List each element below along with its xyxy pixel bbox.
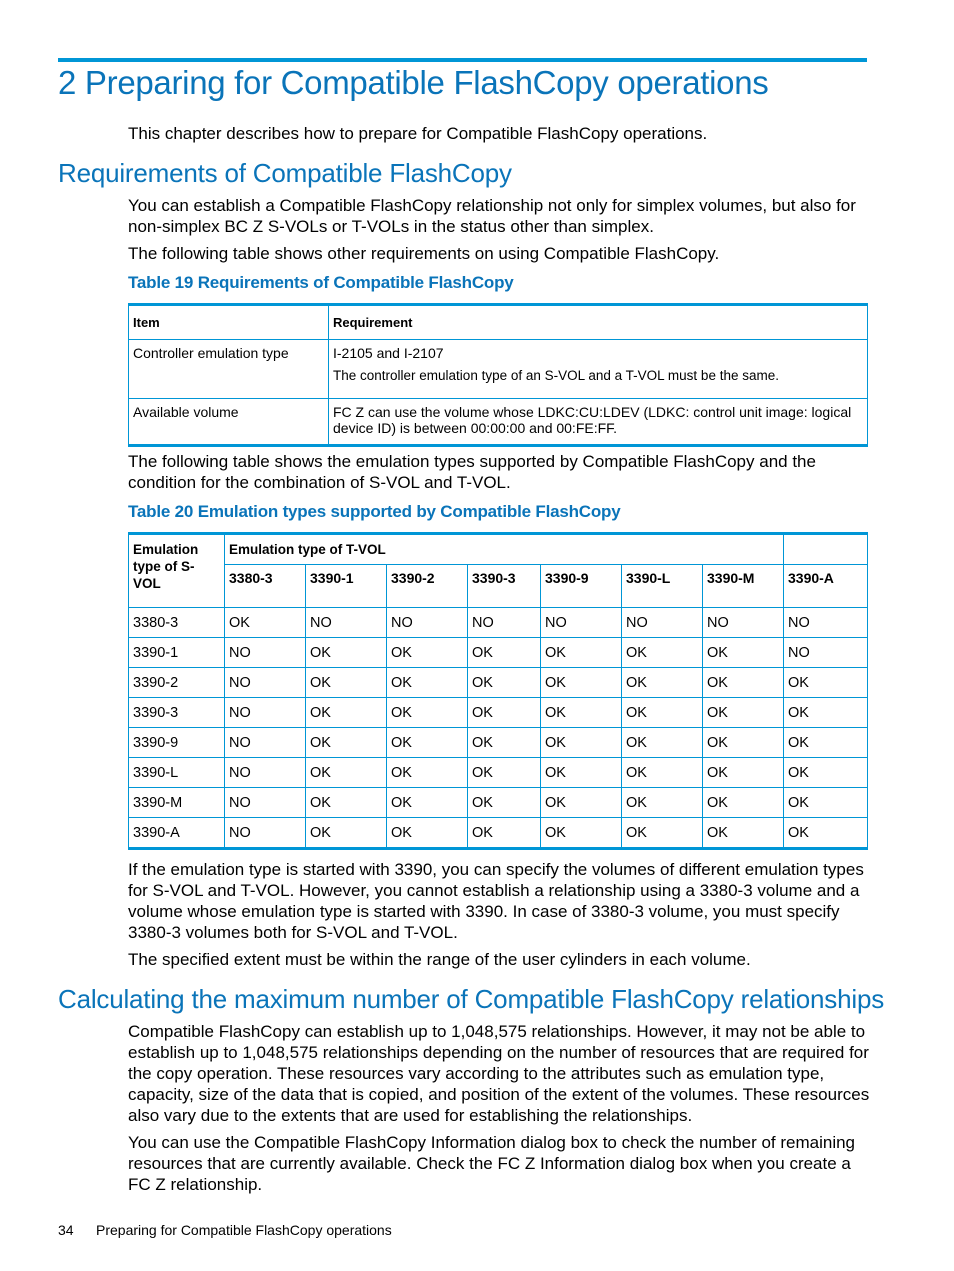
column-header-item: Item [129, 305, 329, 340]
compatibility-cell: OK [703, 758, 784, 788]
compatibility-cell: OK [387, 638, 468, 668]
compatibility-cell: OK [784, 728, 868, 758]
compatibility-cell: OK [784, 668, 868, 698]
footer-title: Preparing for Compatible FlashCopy operations [96, 1222, 392, 1238]
requirements-paragraph-2: The following table shows other requirements on using Compatible FlashCopy. [128, 244, 720, 263]
table-row [129, 340, 868, 399]
table-row [129, 758, 868, 788]
compatibility-cell: OK [468, 788, 541, 818]
compatibility-cell: OK [306, 788, 387, 818]
table-row [129, 668, 868, 698]
compatibility-cell: OK [306, 728, 387, 758]
tvol-emulation-header: Emulation type of T-VOL [225, 534, 784, 565]
compatibility-cell: OK [703, 698, 784, 728]
emulation-note-paragraph: If the emulation type is started with 3390, you can specify the volumes of different emulation types for S-VOL and T-VOL. However, you cannot establish a relationship using a 3380-3 volume and a volume whose emulation type is started with 3390. In case of 3380-3 volume, you must specify 3380-3 volumes both for S-VOL and T-VOL. [128, 860, 864, 942]
compatibility-cell: OK [622, 728, 703, 758]
compatibility-cell: OK [387, 818, 468, 849]
column-header: 3390-3 [468, 565, 541, 608]
compatibility-cell: OK [622, 668, 703, 698]
table-row [129, 728, 868, 758]
compatibility-cell: OK [468, 818, 541, 849]
compatibility-cell: OK [784, 698, 868, 728]
column-header: 3390-1 [306, 565, 387, 608]
compatibility-cell: OK [622, 758, 703, 788]
table-row [129, 638, 868, 668]
section-heading-calculating: Calculating the maximum number of Compatible FlashCopy relationships [58, 984, 885, 1014]
compatibility-cell: OK [541, 638, 622, 668]
page-number: 34 [58, 1222, 74, 1238]
svol-type-cell: 3390-M [129, 788, 225, 818]
compatibility-cell: OK [541, 788, 622, 818]
column-header: 3390-9 [541, 565, 622, 608]
compatibility-cell: NO [784, 608, 868, 638]
compatibility-cell: OK [387, 698, 468, 728]
intro-paragraph: This chapter describes how to prepare for Compatible FlashCopy operations. [128, 124, 708, 143]
compatibility-cell: OK [387, 788, 468, 818]
compatibility-cell: OK [622, 638, 703, 668]
svol-type-cell: 3390-2 [129, 668, 225, 698]
column-header: 3390-2 [387, 565, 468, 608]
column-header: 3390-M [703, 565, 784, 608]
requirements-table [128, 303, 868, 447]
svol-type-cell: 3390-9 [129, 728, 225, 758]
column-header: 3390-A [784, 565, 868, 608]
table-row [129, 399, 868, 446]
requirement-cell [329, 340, 868, 399]
compatibility-cell: OK [622, 818, 703, 849]
compatibility-cell: OK [784, 818, 868, 849]
table-row [129, 788, 868, 818]
top-rule [58, 58, 867, 62]
compatibility-cell: NO [703, 608, 784, 638]
compatibility-cell: NO [784, 638, 868, 668]
requirement-line: I-2105 and I-2107 [333, 345, 444, 361]
svol-type-cell: 3390-L [129, 758, 225, 788]
column-header: 3390-L [622, 565, 703, 608]
compatibility-cell: OK [622, 698, 703, 728]
compatibility-cell: OK [541, 758, 622, 788]
compatibility-cell: OK [468, 668, 541, 698]
chapter-title: 2 Preparing for Compatible FlashCopy operations [58, 64, 769, 101]
requirements-paragraph-1: You can establish a Compatible FlashCopy relationship not only for simplex volumes, but also for non-simplex BC Z S-VOLs or T-VOLs in the status other than simplex. [128, 196, 856, 236]
column-header: 3380-3 [225, 565, 306, 608]
extent-paragraph: The specified extent must be within the range of the user cylinders in each volume. [128, 950, 751, 969]
emulation-intro-paragraph: The following table shows the emulation types supported by Compatible FlashCopy and the condition for the combination of S-VOL and T-VOL. [128, 452, 816, 492]
compatibility-cell: NO [225, 728, 306, 758]
compatibility-cell: NO [225, 638, 306, 668]
compatibility-cell: OK [468, 758, 541, 788]
compatibility-cell: OK [703, 728, 784, 758]
table-row [129, 698, 868, 728]
compatibility-cell: OK [468, 698, 541, 728]
requirement-cell: FC Z can use the volume whose LDKC:CU:LDEV (LDKC: control unit image: logical device ID) is between 00:00:00 and 00:FE:FF. [329, 399, 868, 446]
compatibility-cell: NO [622, 608, 703, 638]
compatibility-cell: OK [784, 788, 868, 818]
page-footer [58, 1222, 392, 1238]
compatibility-cell: OK [306, 698, 387, 728]
compatibility-cell: NO [225, 758, 306, 788]
table-subheader-row [129, 565, 868, 608]
compatibility-cell: OK [387, 668, 468, 698]
compatibility-cell: OK [541, 728, 622, 758]
column-header-requirement: Requirement [329, 305, 868, 340]
compatibility-cell: OK [306, 668, 387, 698]
svol-type-cell: 3390-3 [129, 698, 225, 728]
section-heading-requirements: Requirements of Compatible FlashCopy [58, 158, 512, 188]
table-row [129, 608, 868, 638]
compatibility-cell: OK [784, 758, 868, 788]
compatibility-cell: NO [225, 698, 306, 728]
requirement-note: The controller emulation type of an S-VOL and a T-VOL must be the same. [333, 368, 779, 383]
compatibility-cell: OK [225, 608, 306, 638]
compatibility-cell: OK [703, 788, 784, 818]
compatibility-cell: OK [387, 758, 468, 788]
compatibility-cell: NO [306, 608, 387, 638]
compatibility-cell: NO [468, 608, 541, 638]
compatibility-cell: OK [387, 728, 468, 758]
item-cell: Available volume [129, 399, 329, 446]
header-spacer-cell [784, 534, 868, 565]
compatibility-cell: OK [703, 638, 784, 668]
compatibility-cell: OK [306, 638, 387, 668]
table-row [129, 818, 868, 849]
compatibility-cell: OK [306, 818, 387, 849]
compatibility-cell: NO [387, 608, 468, 638]
compatibility-cell: NO [541, 608, 622, 638]
compatibility-cell: NO [225, 788, 306, 818]
table-header-row [129, 534, 868, 565]
compatibility-cell: OK [541, 668, 622, 698]
table19-caption: Table 19 Requirements of Compatible FlashCopy [128, 273, 514, 292]
calculating-paragraph-1: Compatible FlashCopy can establish up to 1,048,575 relationships. However, it may not be able to establish up to 1,048,575 relationships depending on the number of resources that are required for the copy operation. These resources vary according to the attributes such as emulation type, capacity, size of the data that is copied, and position of the extent of the volumes. These resources also vary due to the extents that are used for establishing the relationships. [128, 1022, 870, 1125]
svol-emulation-header: Emulation type of S-VOL [129, 534, 225, 608]
compatibility-cell: OK [541, 818, 622, 849]
compatibility-cell: OK [306, 758, 387, 788]
item-cell: Controller emulation type [129, 340, 329, 399]
table-header-row [129, 305, 868, 340]
compatibility-cell: OK [703, 668, 784, 698]
svol-type-cell: 3380-3 [129, 608, 225, 638]
compatibility-cell: NO [225, 818, 306, 849]
compatibility-cell: OK [622, 788, 703, 818]
table20-caption: Table 20 Emulation types supported by Compatible FlashCopy [128, 502, 621, 521]
compatibility-cell: OK [703, 818, 784, 849]
compatibility-cell: NO [225, 668, 306, 698]
svol-type-cell: 3390-A [129, 818, 225, 849]
emulation-types-table [128, 532, 868, 850]
compatibility-cell: OK [468, 638, 541, 668]
svol-type-cell: 3390-1 [129, 638, 225, 668]
emulation-table-body [129, 608, 868, 849]
calculating-paragraph-2: You can use the Compatible FlashCopy Information dialog box to check the number of remaining resources that are currently available. Check the FC Z Information dialog box when you create a FC Z relationship. [128, 1133, 856, 1194]
compatibility-cell: OK [468, 728, 541, 758]
compatibility-cell: OK [541, 698, 622, 728]
